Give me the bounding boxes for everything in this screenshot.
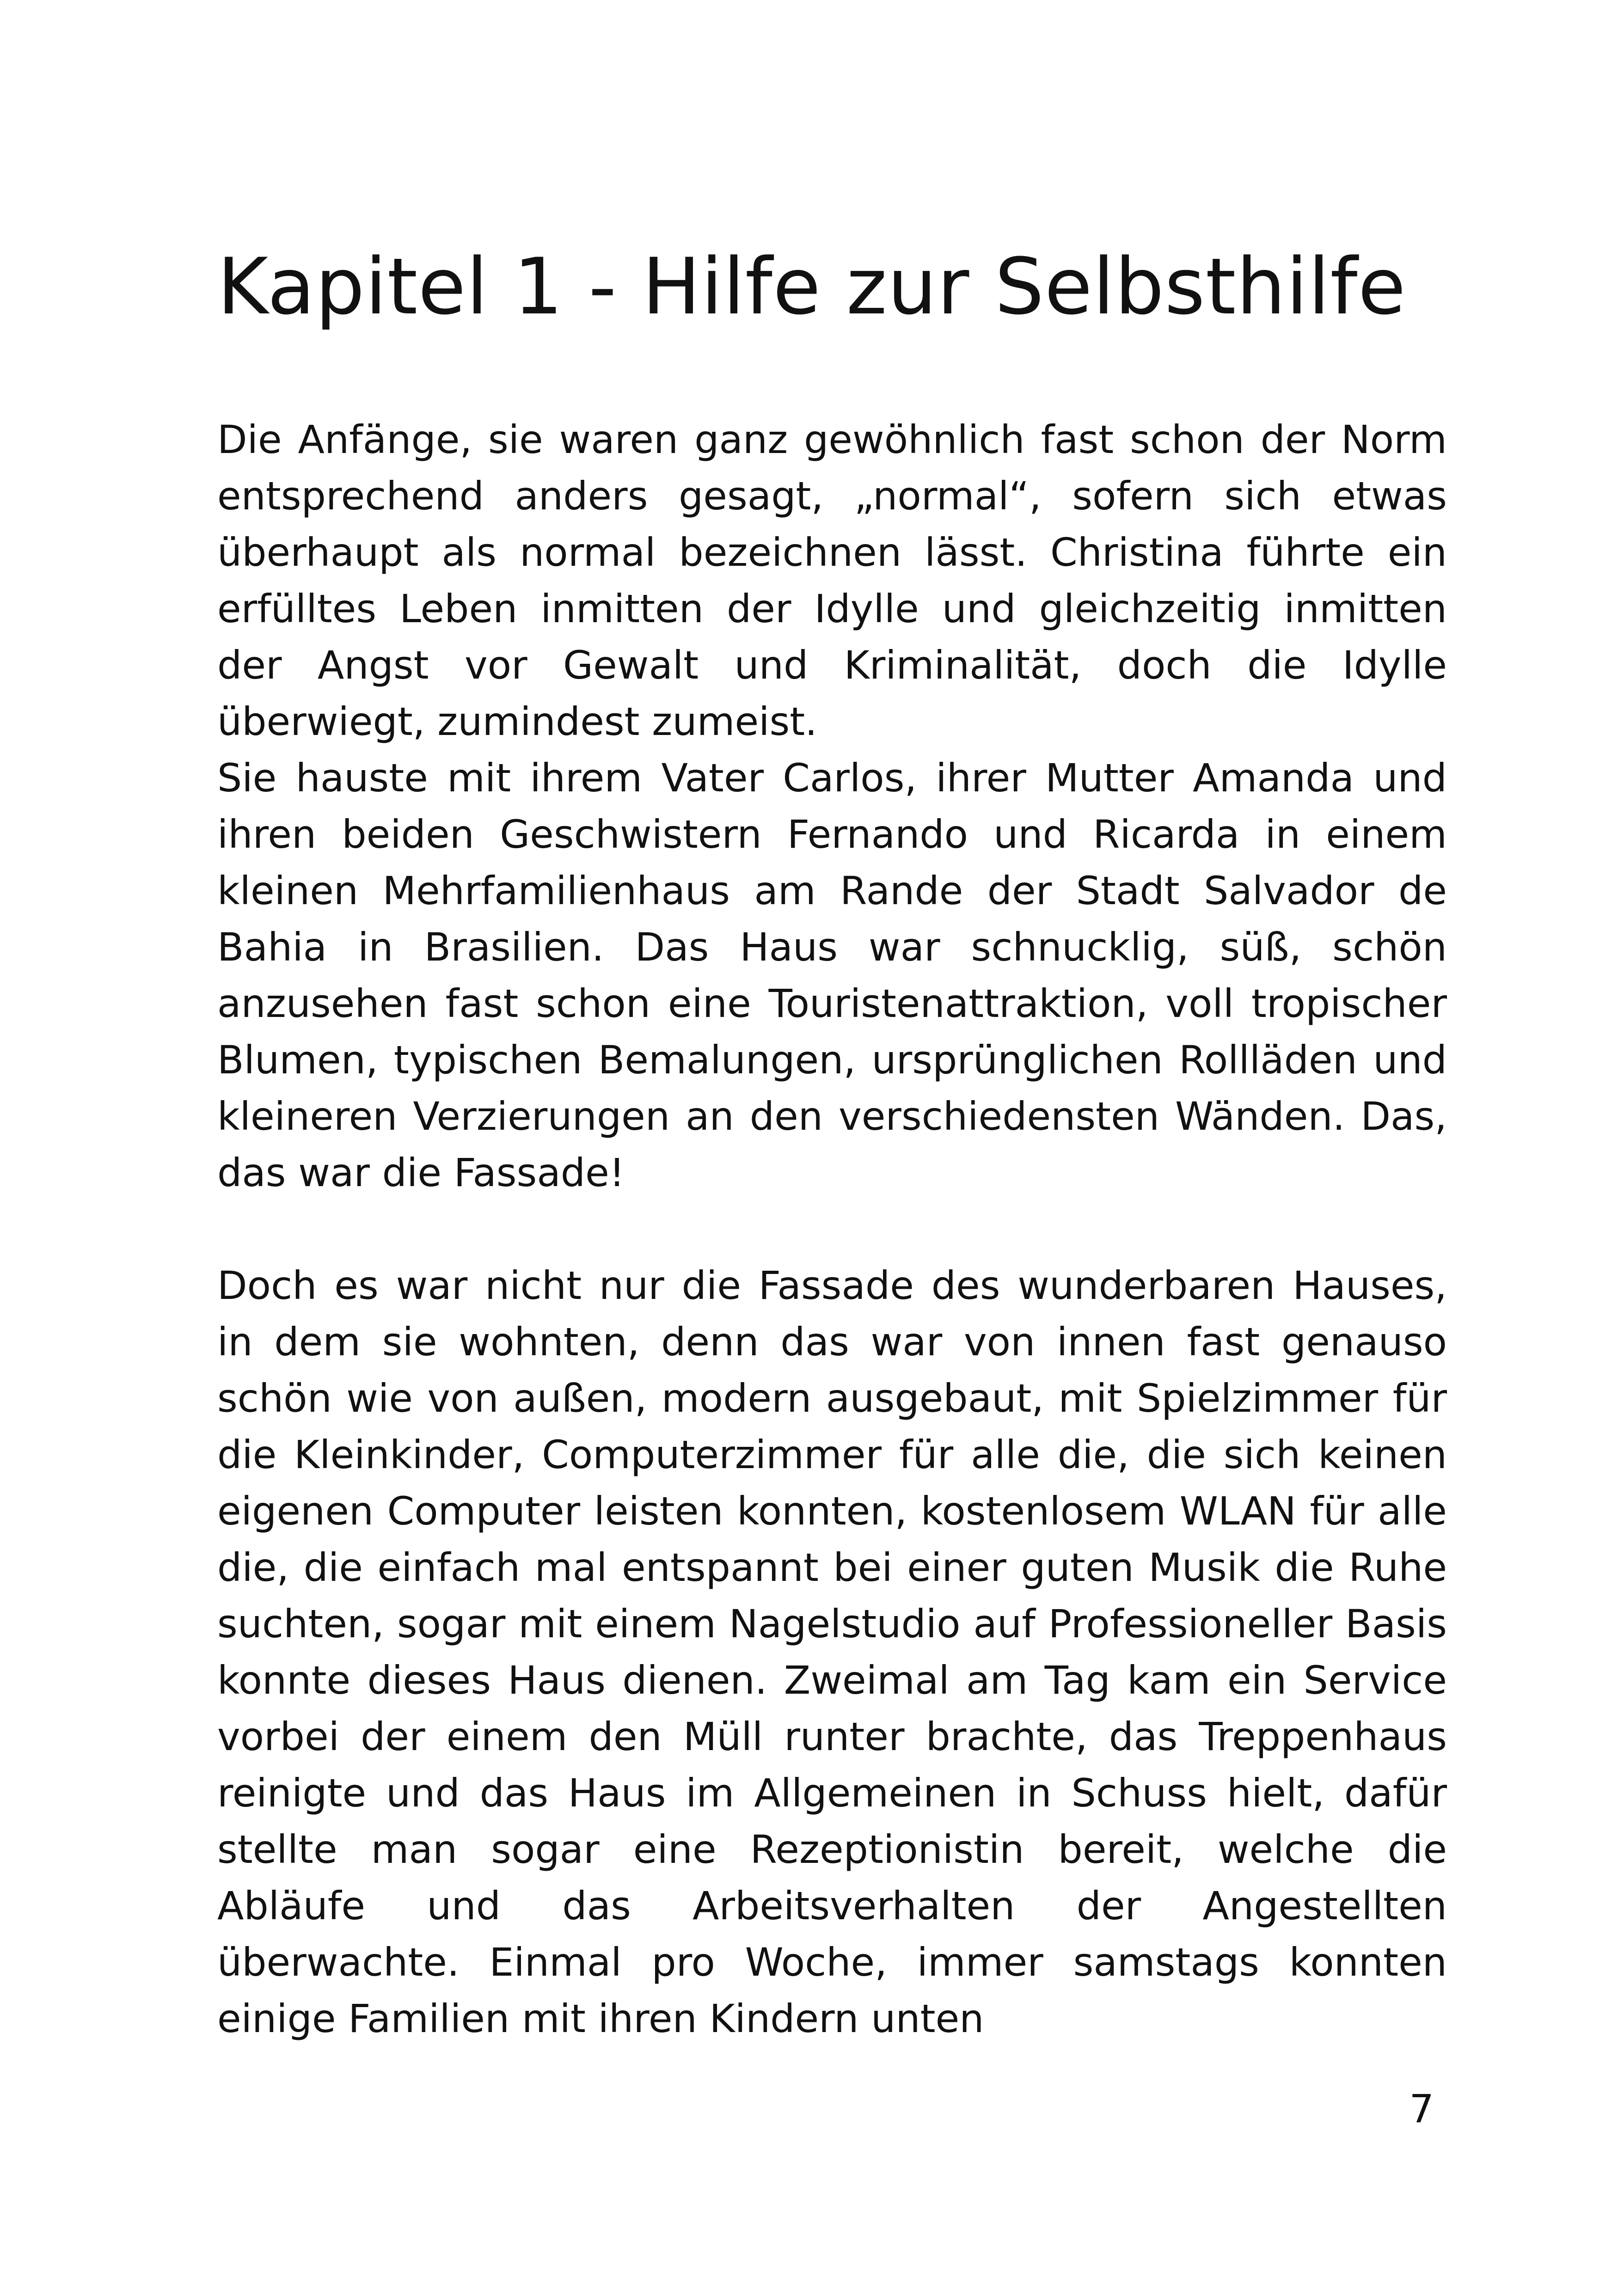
chapter-body (217, 411, 1447, 2047)
chapter-title: Kapitel 1 - Hilfe zur Selbsthilfe (217, 241, 1406, 332)
paragraph-family-house: Sie hauste mit ihrem Vater Carlos, ihrer Mutter Amanda und ihren beiden Geschwistern Fernando und Ricarda in einem kleinen Mehrfamilienhaus am Rande der Stadt Salvador de Bahia in Brasilien. Das Haus war schnucklig, süß, schön anzusehen fast schon eine Touristenattraktion, voll tropischer Blumen, typischen Bemalungen, ursprünglichen Rollläden und kleineren Verzierungen an den verschiedensten Wänden. Das, das war die Fassade! (217, 755, 1447, 1195)
paragraph-opening: Die Anfänge, sie waren ganz gewöhnlich fast schon der Norm entsprechend anders gesagt, „normal“, sofern sich etwas überhaupt als normal bezeichnen lässt. Christina führte ein erfülltes Leben inmitten der Idylle und gleichzeitig inmitten der Angst vor Gewalt und Kriminalität, doch die Idylle überwiegt, zumindest zumeist. (217, 417, 1447, 744)
page-number: 7 (1409, 2086, 1434, 2131)
paragraph-house-interior: Doch es war nicht nur die Fassade des wunderbaren Hauses, in dem sie wohnten, denn das war von innen fast genauso schön wie von außen, modern ausgebaut, mit Spielzimmer für die Kleinkinder, Computerzimmer für alle die, die sich keinen eigenen Computer leisten konnten, kostenlosem WLAN für alle die, die einfach mal entspannt bei einer guten Musik die Ruhe suchten, sogar mit einem Nagelstudio auf Professioneller Basis konnte dieses Haus dienen. Zweimal am Tag kam ein Service vorbei der einem den Müll runter brachte, das Treppenhaus reinigte und das Haus im Allgemeinen in Schuss hielt, dafür stellte man sogar eine Rezeptionistin bereit, welche die Abläufe und das Arbeitsverhalten der Angestellten überwachte. Einmal pro Woche, immer samstags konnten einige Familien mit ihren Kindern unten (217, 1263, 1447, 2041)
